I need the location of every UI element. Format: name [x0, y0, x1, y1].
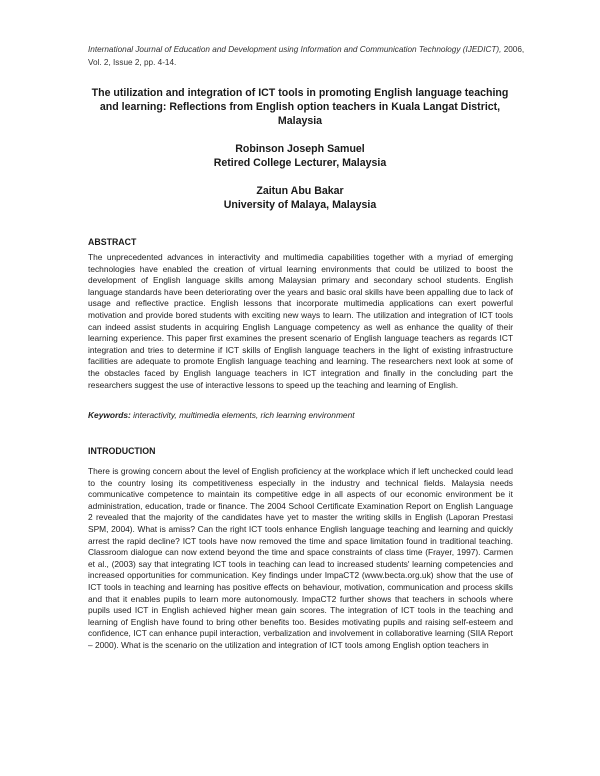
author-affiliation: Retired College Lecturer, Malaysia	[213, 157, 387, 170]
journal-details: 2006, Vol. 2, Issue 2, pp. 4-14.	[88, 45, 525, 67]
author-block-1	[90, 142, 510, 170]
author-name: Zaitun Abu Bakar	[256, 185, 344, 197]
journal-name: International Journal of Education and Development using Information and Communication Technology (IJEDICT),	[88, 45, 502, 54]
keywords-label: Keywords:	[88, 410, 131, 420]
introduction-heading: INTRODUCTION	[88, 446, 156, 456]
paper-title: The utilization and integration of ICT tools in promoting English language teaching and learning: Reflections from English option teachers in Kuala Langat District, Malaysia	[91, 87, 509, 128]
introduction-text: There is growing concern about the level of English proficiency at the workplace which if left unchecked could lead to the country losing its competitiveness especially in the industry and technical fields. Malaysia needs communicative competence to maintain its competitive edge in all aspects of our economic environment be it administration, education, trade or finance. The 2004 School Certificate Examination Report on English Language 2 revealed that the majority of the candidates have yet to master the writing skills in English (Laporan Prestasi SPM, 2004). What is amiss? Can the right ICT tools enhance English language teaching and learning and quickly arrest the rapid decline? ICT tools have now removed the time and space limitation found in traditional teaching. Classroom dialogue can now extend beyond the time and space constraints of class time (Frayer, 1997). Carmen et al., (2003) say that integrating ICT tools in teaching can lead to increased students' learning competencies and increased opportunities for communication. Key findings under ImpaCT2 (www.becta.org.uk) show that the use of ICT tools in teaching and learning has positive effects on behaviour, motivation, communication and process skills and that it enables pupils to learn more autonomously. ImpaCT2 further shows that teachers in schools where pupils used ICT in English achieved higher mean gain scores. The integration of ICT tools in the teaching and learning of English have found to bring other benefits too. Besides motivating pupils and raising self-esteem and confidence, ICT can enhance pupil interaction, verbalization and involvement in collaborative learning (SIIA Report – 2000). What is the scenario on the utilization and integration of ICT tools among English option teachers in	[88, 466, 513, 650]
author-name: Robinson Joseph Samuel	[235, 143, 365, 155]
author-block-2	[90, 184, 510, 212]
journal-citation	[88, 44, 528, 69]
keywords-list: interactivity, multimedia elements, rich learning environment	[133, 410, 355, 420]
abstract-heading: ABSTRACT	[88, 237, 137, 247]
keywords	[88, 410, 513, 422]
author-affiliation: University of Malaya, Malaysia	[223, 199, 377, 212]
abstract-text: The unprecedented advances in interactivity and multimedia capabilities together with a myriad of emerging technologies have enabled the creation of virtual learning environments that could be utilized to boost the development of English language skills among Malaysian primary and secondary school students. English language standards have been deteriorating over the years and basic oral skills have been appalling due to lack of usage and reflective practice. English lessons that incorporate multimedia applications can exert powerful motivation and provide bored students with exciting new ways to learn. The utilization and integration of ICT tools can indeed assist students in acquiring English Language competency as well as enhance the quality of their learning experience. This paper first examines the present scenario of English language teachers as regards ICT integration and tries to determine if ICT skills of English language teachers in the light of existing infrastructure facilities are adequate to promote English language teaching and learning. The researchers next look at some of the obstacles faced by English language teachers in ICT integration and finally in the concluding part the researchers suggest the use of interactive lessons to speed up the teaching and learning of English.	[88, 252, 513, 390]
